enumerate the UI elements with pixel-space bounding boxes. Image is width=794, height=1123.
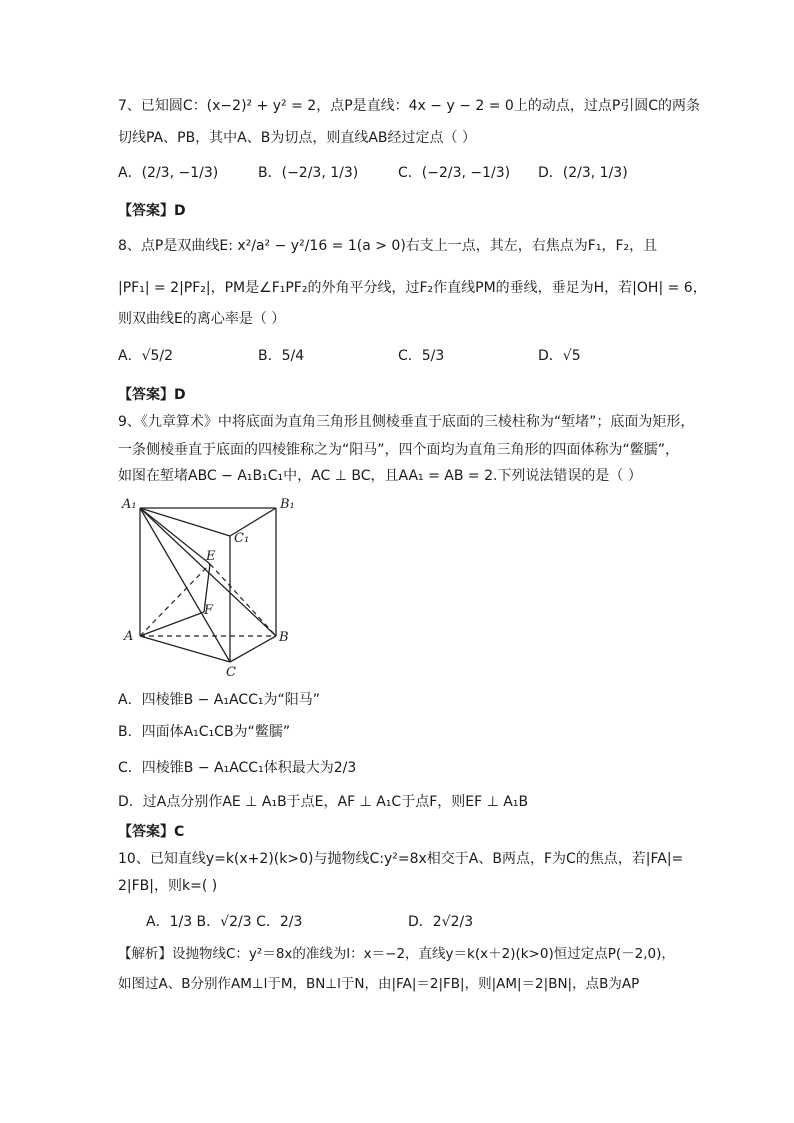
q10-line-2: 2|FB|，则k=( ) <box>118 878 218 894</box>
q7-option-a: A．(2/3, −1/3) <box>118 165 219 181</box>
q8-answer: 【答案】D <box>118 387 186 403</box>
q7-option-d: D．(2/3, 1/3) <box>538 165 628 181</box>
q10-analysis-2: 如图过A、B分别作AM⊥l于M，BN⊥l于N，由|FA|＝2|FB|，则|AM|＝2|BN|，点B为AP <box>118 976 640 992</box>
q9-line-3: 如图在堑堵ABC − A₁B₁C₁中，AC ⊥ BC，且AA₁ = AB = 2.下列说法错误的是（ ） <box>118 468 642 484</box>
q10-option-d: D．2√2/3 <box>408 914 474 930</box>
q9-option-b: B．四面体A₁C₁CB为“鳖臑” <box>118 724 291 740</box>
edge-a1-e <box>140 508 210 564</box>
label-a: A <box>124 629 134 644</box>
label-b1: B₁ <box>280 497 295 512</box>
q10-line-1: 10、已知直线y=k(x+2)(k>0)与抛物线C:y²=8x相交于A、B两点，F为C的焦点，若|FA|= <box>118 851 684 867</box>
q8-line-3: 则双曲线E的离心率是（ ） <box>118 311 286 327</box>
q9-option-c: C．四棱锥B − A₁ACC₁体积最大为2/3 <box>118 760 357 776</box>
q8-option-d: D．√5 <box>538 348 581 364</box>
label-c1: C₁ <box>234 531 250 546</box>
label-c: C <box>226 665 236 680</box>
edge-c-b <box>230 636 276 662</box>
q7-answer: 【答案】D <box>118 203 186 219</box>
edge-a1-c <box>140 508 230 662</box>
q9-option-a: A．四棱锥B − A₁ACC₁为“阳马” <box>118 692 321 708</box>
prism-figure <box>118 494 308 680</box>
q9-line-1: 9、《九章算术》中将底面为直角三角形且侧棱垂直于底面的三棱柱称为“堑堵”；底面为矩形， <box>118 414 695 430</box>
edge-a-e-hidden <box>140 564 210 636</box>
q7-option-c: C．(−2/3, −1/3) <box>398 165 511 181</box>
label-f: F <box>204 603 214 618</box>
label-a1: A₁ <box>122 497 137 512</box>
q10-options-abc: A．1/3 B．√2/3 C．2/3 <box>146 914 303 930</box>
label-b: B <box>279 630 289 645</box>
q8-option-a: A．√5/2 <box>118 348 174 364</box>
q8-option-b: B．5/4 <box>258 348 305 364</box>
q8-line-1: 8、点P是双曲线E: x²/a² − y²/16 = 1(a > 0)右支上一点，其左，右焦点为F₁，F₂，且 <box>118 238 658 254</box>
edge-a-f <box>140 612 204 636</box>
q8-line-2: |PF₁| = 2|PF₂|，PM是∠F₁PF₂的外角平分线，过F₂作直线PM的垂线，垂足为H，若|OH| = 6， <box>118 280 707 296</box>
q9-option-d: D．过A点分别作AE ⊥ A₁B于点E，AF ⊥ A₁C于点F，则EF ⊥ A₁B <box>118 794 529 810</box>
q7-option-b: B．(−2/3, 1/3) <box>258 165 359 181</box>
q10-analysis-1: 【解析】设抛物线C：y²＝8x的准线为l：x＝−2，直线y＝k(x＋2)(k>0)恒过定点P(－2,0)， <box>118 946 675 962</box>
q7-line-2: 切线PA、PB，其中A、B为切点，则直线AB经过定点（ ） <box>118 130 476 146</box>
q9-answer: 【答案】C <box>118 824 185 840</box>
q8-option-c: C．5/3 <box>398 348 445 364</box>
edge-e-b-hidden <box>210 564 276 636</box>
q7-line-1: 7、已知圆C：(x−2)² + y² = 2，点P是直线：4x − y − 2 = 0上的动点，过点P引圆C的两条 <box>118 98 701 114</box>
label-e: E <box>206 549 216 564</box>
q9-line-2: 一条侧棱垂直于底面的四棱锥称之为“阳马”，四个面均为直角三角形的四面体称为“鳖臑”， <box>118 442 680 458</box>
